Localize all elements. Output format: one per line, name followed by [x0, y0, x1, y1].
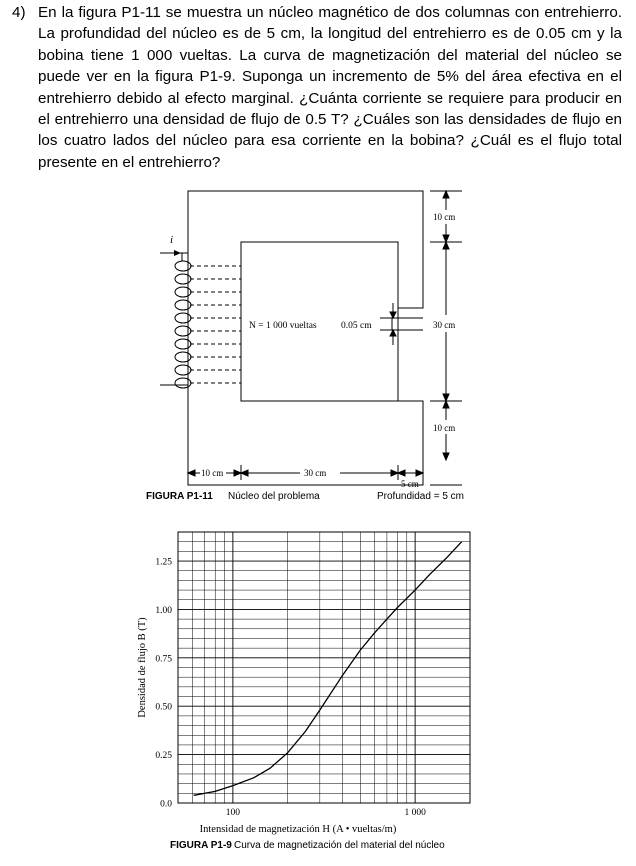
y-tick-label: 0.75 — [155, 654, 172, 665]
x-axis-label: Intensidad de magnetización H (A • vueltas/m) — [199, 824, 397, 835]
x-tick-label: 100 — [225, 808, 240, 818]
y-tick-label: 1.00 — [155, 605, 172, 616]
gap-label: 0.05 cm — [341, 321, 372, 331]
y-tick-label: 0.0 — [160, 799, 172, 810]
bh-chart — [0, 510, 636, 866]
current-label: i — [170, 234, 174, 246]
coil — [160, 253, 241, 388]
figure1-caption-label: FIGURA P1-11 — [146, 491, 213, 502]
core-body — [188, 191, 423, 485]
figure1-caption-text: Núcleo del problema — [228, 491, 320, 502]
problem-text: En la figura P1-11 se muestra un núcleo magnético de dos columnas con entrehierro. La profundidad del núcleo es de 5 cm, la longitud del entrehierro es de 0.05 cm y la bobina tiene 1 000 vueltas. La curva de magnetización del material del núcleo se puede ver en la figura P1-9. Suponga un incremento de 5% del área efectiva en el entrehierro debido al efecto marginal. ¿Cuánta corriente se requiere para producir en el entrehierro una densidad de flujo de 0.5 T? ¿Cuáles son las densidades de flujo en los cuatro lados del núcleo para esa corriente en la bobina? ¿Cuál es el flujo total presente en el entrehierro? — [38, 4, 622, 171]
turns-label: N = 1 000 vueltas — [249, 321, 317, 331]
chart-grid — [178, 532, 470, 803]
y-tick-label: 0.25 — [155, 751, 172, 762]
right-dimensions — [430, 191, 462, 485]
problem-statement — [12, 2, 622, 173]
x-tick-label: 1 000 — [404, 808, 426, 818]
core-figure — [0, 180, 636, 510]
bh-curve — [194, 542, 462, 796]
dim-bottom: 10 cm — [433, 423, 456, 433]
problem-number: 4) — [12, 4, 26, 21]
dim-center: 30 cm — [304, 468, 327, 478]
current-arrow — [160, 234, 181, 256]
dim-middle: 30 cm — [433, 320, 456, 330]
depth-note: Profundidad = 5 cm — [377, 491, 464, 502]
dim-top: 10 cm — [433, 212, 456, 222]
figure2-caption-text: Curva de magnetización del material del núcleo — [234, 840, 445, 851]
chart-ticks — [155, 558, 426, 818]
y-axis-label: Densidad de flujo B (T) — [137, 617, 148, 718]
dim-right: 5 cm — [401, 479, 419, 489]
y-tick-label: 1.25 — [155, 557, 172, 568]
dim-left: 10 cm — [201, 468, 224, 478]
y-tick-label: 0.50 — [155, 702, 172, 713]
figure2-caption-label: FIGURA P1-9 — [170, 840, 232, 851]
